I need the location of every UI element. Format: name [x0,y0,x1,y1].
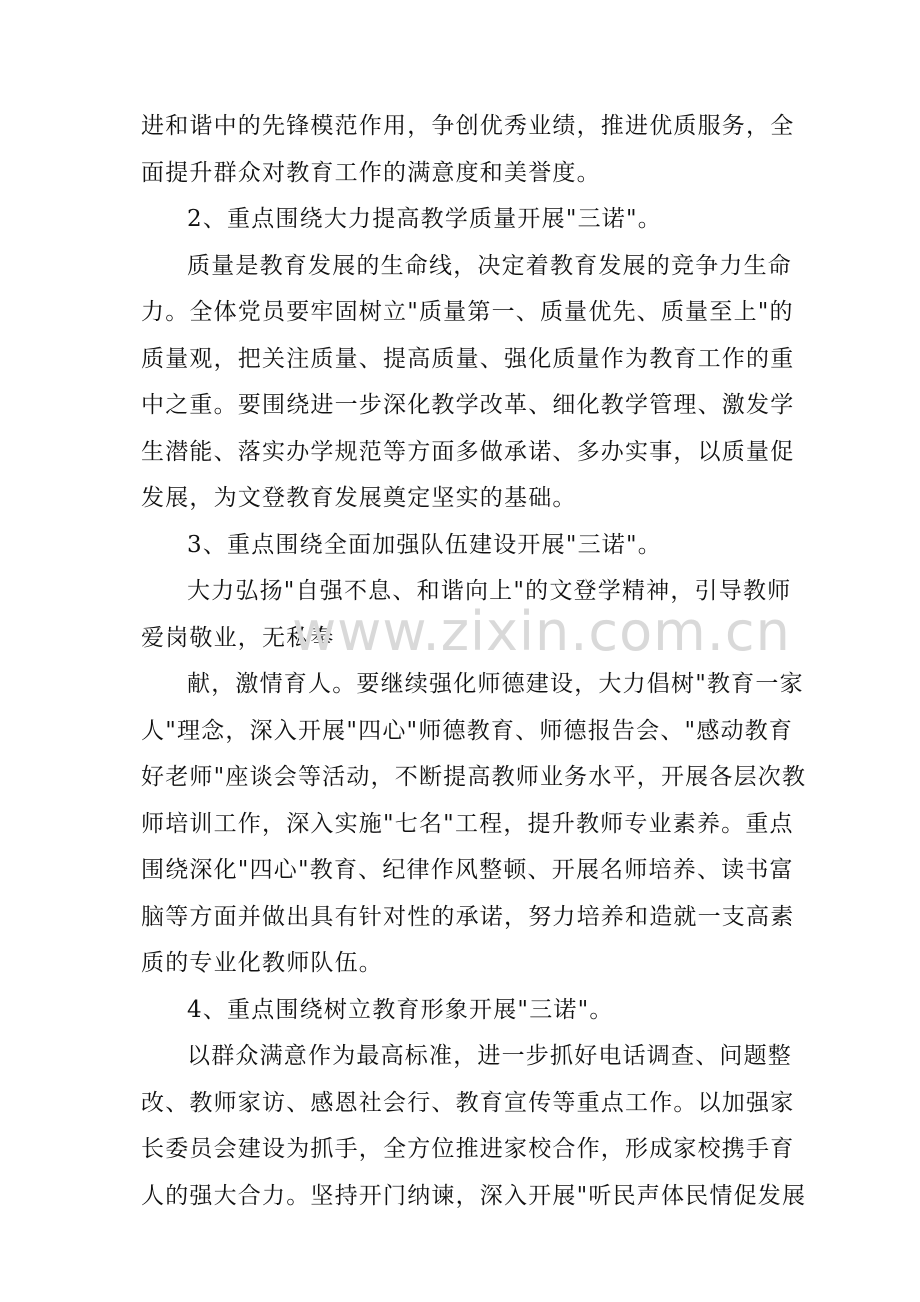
text-line: 人"理念，深入开展"四心"师德教育、师德报告会、"感动教育 [141,717,794,744]
text-line: 生潜能、落实办学规范等方面多做承诺、多办实事，以质量促 [141,438,795,465]
text-line: 围绕深化"四心"教育、纪律作风整顿、开展名师培养、读书富 [141,857,794,883]
text-line: 力。全体党员要牢固树立"质量第一、质量优先、质量至上"的 [141,299,794,325]
watermark: www.zixin.com.cn [292,600,791,663]
text-line: 长委员会建设为抓手，全方位推进家校合作，形成家校携手育 [141,1136,795,1162]
text-line: 发展，为文登教育发展奠定坚实的基础。 [141,485,577,511]
text-line: 人的强大合力。坚持开门纳谏，深入开展"听民声体民情促发展 [141,1182,807,1209]
text-line: 面提升群众对教育工作的满意度和美誉度。 [141,159,601,186]
text-line: 中之重。要围绕进一步深化教学改革、细化教学管理、激发学 [141,392,795,418]
text-line: 4、重点围绕树立教育形象开展"三诺"。 [187,996,614,1023]
text-line: 爱岗敬业，无私奉 [141,624,335,651]
text-line: 进和谐中的先锋模范作用，争创优秀业绩，推进优质服务，全 [141,113,795,139]
text-line: 以群众满意作为最高标准，进一步抓好电话调查、问题整 [187,1043,792,1069]
text-line: 献，激情育人。要继续强化师德建设，大力倡树"教育一家 [187,671,804,697]
text-line: 3、重点围绕全面加强队伍建设开展"三诺"。 [187,531,662,558]
text-line: 质量观，把关注质量、提高质量、强化质量作为教育工作的重 [141,345,795,372]
text-line: 大力弘扬"自强不息、和谐向上"的文登学精神，引导教师 [187,578,792,604]
text-line: 脑等方面并做出具有针对性的承诺，努力培养和造就一支高素 [141,903,795,930]
text-line: 质的专业化教师队伍。 [141,950,383,976]
text-line: 好老师"座谈会等活动，不断提高教师业务水平，开展各层次教 [141,764,807,790]
text-line: 质量是教育发展的生命线，决定着教育发展的竞争力生命 [187,252,792,279]
text-line: 师培训工作，深入实施"七名"工程，提升教师专业素养。重点 [141,810,794,837]
text-line: 2、重点围绕大力提高教学质量开展"三诺"。 [187,206,662,232]
text-line: 改、教师家访、感恩社会行、教育宣传等重点工作。以加强家 [141,1089,795,1116]
